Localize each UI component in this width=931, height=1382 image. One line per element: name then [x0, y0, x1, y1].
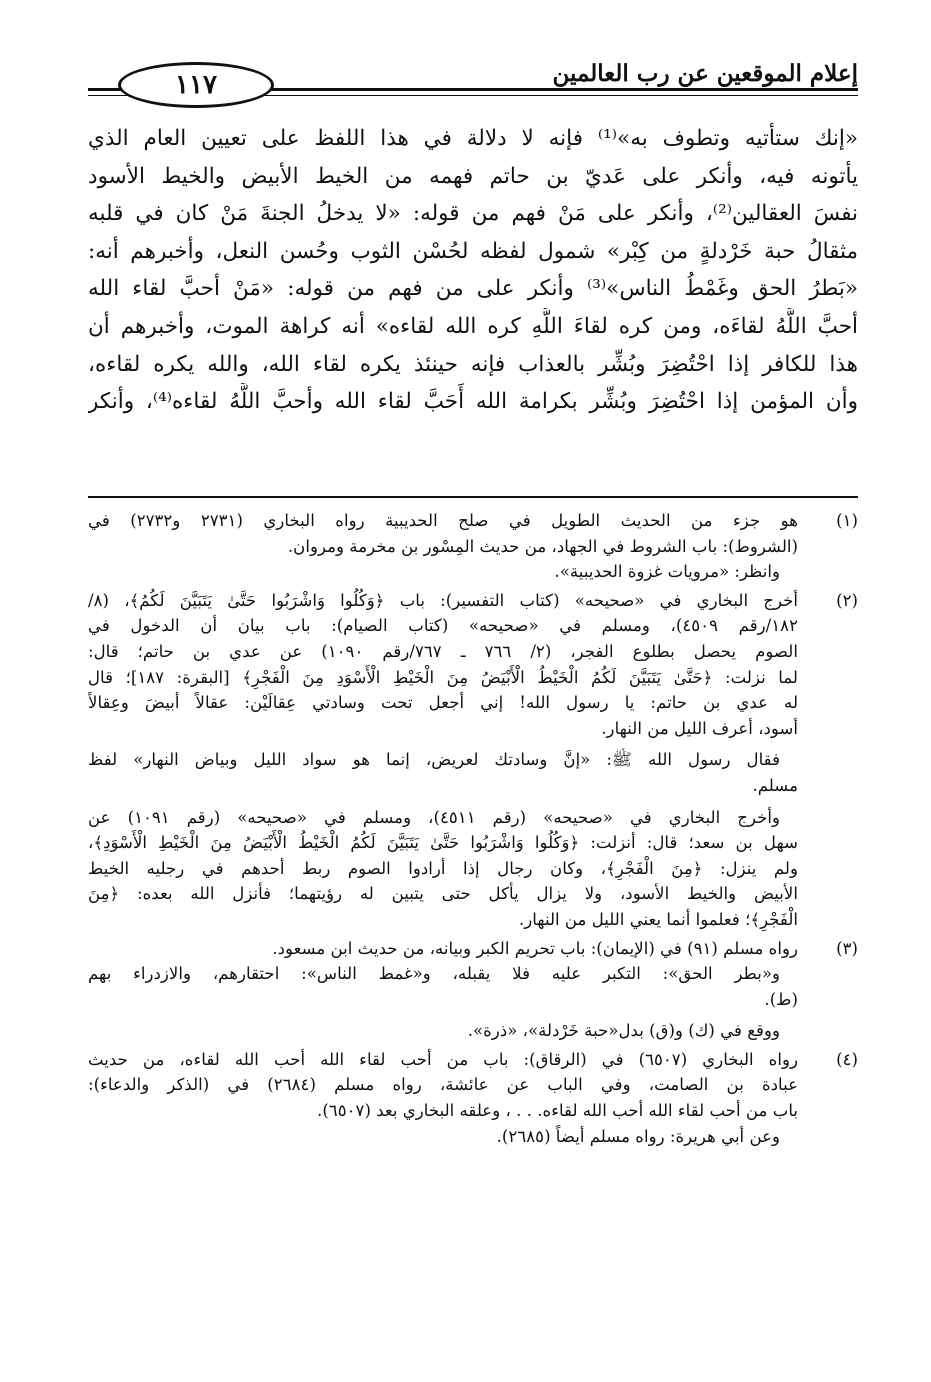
footnote-line: ولم ينزل: ﴿مِنَ الْفَجْرِ﴾، وكان رجال إذا أرادوا الصوم ربط أحدهم في رجليه الخيط	[88, 858, 798, 878]
page-number: ١١٧	[118, 62, 274, 108]
footnote-line: أسود، أعرف الليل من النهار.	[601, 718, 798, 738]
footnote-line: باب من أحب لقاء الله أحب الله لقاءه. . . ، وعلقه البخاري بعد (٦٥٠٧).	[317, 1101, 798, 1121]
main-text-line: يأتونه فيه، وأنكر على عَديّ بن حاتم فهمه من الخيط الأبيض والخيط الأسود	[88, 163, 858, 189]
footnote-line: فقال رسول الله ﷺ: «إنَّ وسادتك لعريض، إنما هو سواد الليل وبياض النهار» لفظ	[88, 750, 780, 770]
footnote-line: رواه مسلم (٩١) في (الإيمان): باب تحريم الكبر وبيانه، من حديث ابن مسعود.	[272, 938, 798, 958]
main-text-line: «بَطرُ الحق وغَمْطُ الناس»⁽³⁾ وأنكر على من فهم من قوله: «مَنْ أحبَّ لقاء الله	[88, 276, 858, 302]
footnote-line: وأخرج البخاري في «صحيحه» (رقم ٤٥١١)، ومسلم في «صحيحه» (رقم ١٠٩١) عن	[88, 807, 780, 827]
footnote-line: ووقع في (ك) و(ق) بدل«حبة خَرْدلة»، «ذرة».	[467, 1021, 780, 1041]
footnote-3	[88, 936, 858, 1044]
footnote-line: أخرج البخاري في «صحيحه» (كتاب التفسير): باب ﴿وَكُلُوا وَاشْرَبُوا حَتَّىٰ يَتَبَيَّنَ لَكُمُ﴾، (٨/	[88, 590, 798, 610]
footnote-number: (٣)	[836, 938, 858, 958]
main-text-line: مثقالُ حبة خَرْدلةٍ من كِبْر» شمول لفظه لحُسْن الثوب وحُسن النعل، وأخبرهم أنه:	[88, 238, 858, 264]
footnote-line: مسلم.	[752, 775, 798, 795]
footnote-1	[88, 508, 858, 585]
footnote-line: الْفَجْرِ﴾؛ فعلموا أنما يعني الليل من النهار.	[518, 909, 798, 929]
footnote-line: وانظر: «مرويات غزوة الحديبية».	[554, 562, 780, 582]
footnote-2	[88, 588, 858, 933]
footnote-line: هو جزء من الحديث الطويل في صلح الحديبية رواه البخاري (٢٧٣١ و٢٧٣٢) في	[88, 511, 798, 530]
footnote-4	[88, 1047, 858, 1149]
footnote-number: (٢)	[836, 590, 858, 610]
footnote-line: وعن أبي هريرة: رواه مسلم أيضاً (٢٦٨٥).	[496, 1126, 780, 1146]
main-text-line: وأن المؤمن إذا احْتُضِرَ وبُشِّر بكرامة الله أَحَبَّ لقاء الله وأحبَّ اللَّهُ لقاءه⁽⁴⁾، وأنكر	[88, 389, 858, 415]
page-header	[88, 56, 858, 106]
footnote-line: الصوم يحصل بطلوع الفجر، (٢/ ٧٦٦ ـ ٧٦٧/رقم ١٠٩٠) عن عدي بن حاتم؛ قال:	[88, 641, 798, 661]
main-text	[88, 120, 858, 421]
footnote-number: (٤)	[836, 1049, 858, 1069]
footnotes	[88, 508, 858, 1152]
main-text-line: «إنك ستأتيه وتطوف به»⁽¹⁾ فإنه لا دلالة في هذا اللفظ على تعيين العام الذي	[88, 126, 858, 151]
footnote-line: (الشروط): باب الشروط في الجهاد، من حديث المِسْور بن مخرمة ومروان.	[287, 536, 798, 556]
footnote-line: ١٨٢/رقم ٤٥٠٩)، ومسلم في «صحيحه» (كتاب الصيام): باب بيان أن الدخول في	[88, 616, 798, 636]
book-title: إعلام الموقعين عن رب العالمين	[552, 60, 858, 87]
main-text-line: هذا للكافر إذا احْتُضِرَ وبُشِّر بالعذاب فإنه حينئذ يكره لقاء الله، والله يكره لقاءه،	[88, 351, 858, 377]
footnote-number: (١)	[836, 511, 858, 530]
footnote-line: رواه البخاري (٦٥٠٧) في (الرقاق): باب من أحب لقاء الله أحب الله لقاءه، من حديث	[88, 1049, 798, 1069]
main-text-line: نفسَ العقالين⁽²⁾، وأنكر على مَنْ فهم من قوله: «لا يدخلُ الجنةَ مَنْ كان في قلبه	[88, 201, 858, 227]
footnote-line: لما نزلت: ﴿حَتَّىٰ يَتَبَيَّنَ لَكُمُ الْخَيْطُ الْأَبْيَضُ مِنَ الْخَيْطِ الْأَسْوَدِ مِنَ الْفَجْرِ﴾ [البقرة: ١٨٧]؛ قال	[88, 667, 798, 687]
footnote-separator	[88, 496, 858, 498]
footnote-line: سهل بن سعد؛ قال: أنزلت: ﴿وَكُلُوا وَاشْرَبُوا حَتَّىٰ يَتَبَيَّنَ لَكُمُ الْخَيْطُ الْأَبْيَضُ مِنَ الْخَيْطِ الْأَسْوَدِ﴾،	[88, 833, 798, 853]
footnote-line: (ط).	[764, 989, 798, 1009]
footnote-line: عبادة بن الصامت، وفي الباب عن عائشة، رواه مسلم (٢٦٨٤) في (الذكر والدعاء):	[88, 1075, 798, 1095]
footnote-line: و«بطر الحق»: التكبر عليه فلا يقبله، و«غمط الناس»: احتقارهم، والازدراء بهم	[88, 964, 780, 984]
footnote-line: الأبيض والخيط الأسود، ولا يزال يأكل حتى يتبين له رؤيتهما؛ فأنزل الله بعده: ﴿مِنَ	[88, 884, 798, 904]
main-text-line: أحبَّ اللَّهُ لقاءَه، ومن كره لقاءَ اللَّهِ كره الله لقاءه» أنه كراهة الموت، وأخبرهم أن	[88, 313, 858, 339]
footnote-line: له عدي بن حاتم: يا رسول الله! إني أجعل تحت وسادتي عِقالَيْن: عقالاً أبيضَ وعِقالاً	[88, 693, 798, 713]
